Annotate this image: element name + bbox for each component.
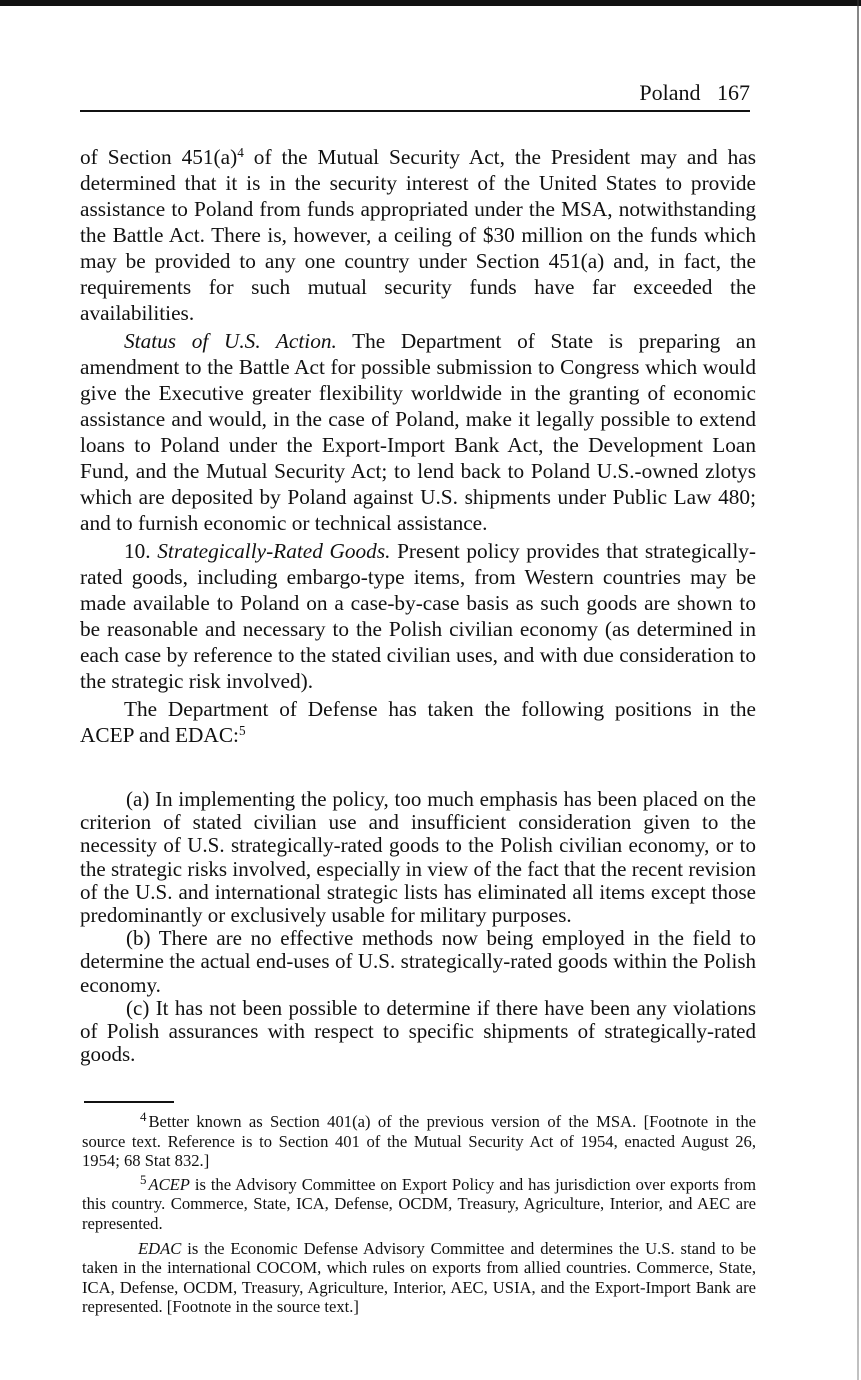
footnotes xyxy=(82,1109,756,1317)
p1-post: of the Mutual Security Act, the President may and has determined that it is in the security interest of the United States to provide assistance to Poland from funds appropriated under the MSA, notwithstanding the Battle Act. There is, however, a ceiling of $30 million on the funds which may be provided to any one country under Section 451(a) and, in fact, the requirements for such mutual security funds have far exceeded the availabilities. xyxy=(80,145,756,325)
running-head-text xyxy=(639,80,750,106)
page-number: 167 xyxy=(717,80,750,105)
quote-item-c: (c) It has not been possible to determine if there have been any violations of Polish assurances with respect to specific shipments of strategically-rated goods. xyxy=(80,995,756,1067)
status-heading: Status of U.S. Action. xyxy=(124,329,337,353)
footnote-4-text: Better known as Section 401(a) of the previous version of the MSA. [Footnote in the source text. Reference is to Section 401 of the Mutual Security Act of 1954, enacted August 26, 1954; 68 Stat 832.] xyxy=(82,1112,756,1171)
block-quote xyxy=(80,788,756,1066)
status-text: The Department of State is preparing an amendment to the Battle Act for possible submission to Congress which would give the Executive greater flexibility worldwide in the granting of economic assistance and would, in the case of Poland, make it legally possible to extend loans to Poland under the Export-Import Bank Act, the Development Loan Fund, and the Mutual Security Act; to lend back to Poland U.S.-owned zlotys which are deposited by Poland against U.S. shipments under Public Law 480; and to furnish economic or technical assistance. xyxy=(80,329,756,535)
footnote-ref-5[interactable]: 5 xyxy=(238,722,246,738)
footnote-4-mark: 4 xyxy=(140,1109,147,1125)
footnote-5-continued xyxy=(82,1239,756,1317)
footnote-ref-4[interactable]: 4 xyxy=(237,144,244,160)
paragraph-status-of-action xyxy=(80,328,756,536)
running-head xyxy=(80,80,750,110)
paragraph-continuation xyxy=(80,144,756,326)
footnote-5-term-edac: EDAC xyxy=(138,1238,182,1258)
footnote-5-mark: 5 xyxy=(140,1171,147,1187)
p1-pre: of Section 451(a) xyxy=(80,145,238,169)
strategic-goods-text: Present policy provides that strategically-rated goods, including embargo-type items, from Western countries may be made available to Poland on a case-by-case basis as such goods are shown to be reasonable and necessary to the Polish civilian economy (as determined in each case by reference to the stated civilian uses, and with due consideration to the strategic risk involved). xyxy=(80,539,756,693)
quote-item-b: (b) There are no effective methods now being employed in the field to determine the actual end-uses of U.S. strategically-rated goods within the Polish economy. xyxy=(80,926,756,997)
footnote-4 xyxy=(82,1109,756,1171)
footnote-5-continued-text: is the Economic Defense Advisory Committee and determines the U.S. stand to be taken in the international COCOM, which rules on exports from allied countries. Commerce, State, ICA, Defense, OCDM, Treasury, Agriculture, Interior, AEC, USIA, and the Export-Import Bank are represented. [Footnote in the source text.] xyxy=(82,1238,756,1317)
defense-positions-text: The Department of Defense has taken the following positions in the ACEP and EDAC: xyxy=(80,697,756,747)
running-head-title: Poland xyxy=(639,80,701,105)
main-text xyxy=(80,144,756,748)
footnote-5-term-acep: ACEP xyxy=(148,1174,190,1194)
footnote-separator xyxy=(84,1101,174,1103)
paragraph-defense-positions xyxy=(80,696,756,748)
right-scan-edge xyxy=(857,0,859,1380)
strategic-goods-heading: Strategically-Rated Goods. xyxy=(157,539,391,563)
running-head-rule xyxy=(80,110,750,112)
top-scan-border xyxy=(0,0,861,6)
section-number: 10. xyxy=(124,539,158,563)
footnote-5-text: is the Advisory Committee on Export Policy and has jurisdiction over exports from this country. Commerce, State, ICA, Defense, OCDM, Treasury, Agriculture, Interior, and AEC are represented. xyxy=(82,1174,756,1233)
quote-item-a: (a) In implementing the policy, too much emphasis has been placed on the criterion of stated civilian use and insufficient consideration given to the necessity of U.S. strategically-rated goods to the Polish civilian economy, or to the strategic risks involved, especially in view of the fact that the recent revision of the U.S. and international strategic lists has eliminated all items except those predominantly or exclusively usable for military purposes. xyxy=(80,787,756,928)
paragraph-strategic-goods xyxy=(80,538,756,694)
footnote-5 xyxy=(82,1171,756,1234)
